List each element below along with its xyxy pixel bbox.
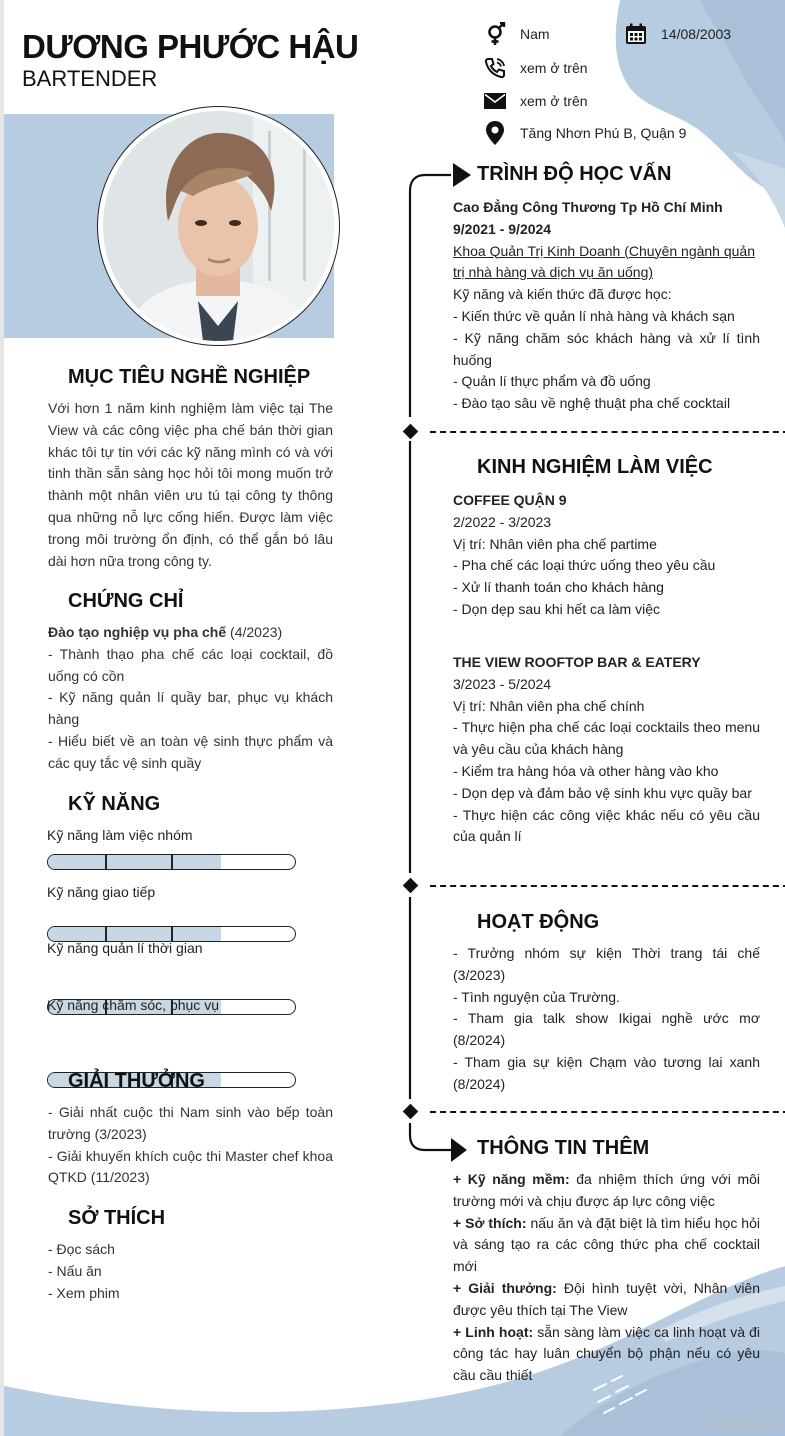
skill-bar-tick xyxy=(105,855,107,869)
education-major: Khoa Quản Trị Kinh Doanh (Chuyên ngành quản trị nhà hàng và dịch vụ ăn uống) xyxy=(453,242,755,281)
additional-list xyxy=(453,1169,760,1387)
education-item: - Quản lí thực phẩm và đồ uống xyxy=(453,373,651,390)
job-task: - Thực hiện pha chế các loại cocktails theo menu và yêu cầu của khách hàng xyxy=(453,719,760,758)
candidate-role: BARTENDER xyxy=(22,66,158,91)
skill-label: Kỹ năng chăm sóc, phục vụ xyxy=(47,997,219,1013)
objective-title: MỤC TIÊU NGHỀ NGHIỆP xyxy=(68,366,311,388)
job-block xyxy=(453,490,760,621)
gender-icon xyxy=(483,22,507,46)
education-title: TRÌNH ĐỘ HỌC VẤN xyxy=(477,163,672,185)
activity-item: - Tình nguyện của Trường. xyxy=(453,988,620,1005)
additional-text: sẵn sàng làm việc ca linh hoạt và đi công tác hay luân chuyển bộ phận nếu có yêu cầu cầu thiết xyxy=(453,1323,761,1384)
education-item: - Kỹ năng chăm sóc khách hàng và xử lí tình huống xyxy=(453,329,760,368)
awards-list xyxy=(48,1102,333,1189)
job-period: 3/2023 - 5/2024 xyxy=(453,675,552,692)
skill-bar xyxy=(47,854,296,870)
additional-item xyxy=(453,1278,760,1322)
activity-item: - Tham gia talk show Ikigai nghề ước mơ (8/2024) xyxy=(453,1010,760,1049)
skill-bar-tick xyxy=(171,927,173,941)
additional-text: đa nhiệm thích ứng với môi trường mới và chịu được áp lực công việc xyxy=(453,1171,760,1209)
email-icon xyxy=(483,89,507,113)
section-divider xyxy=(430,885,785,887)
skill-label: Kỹ năng làm việc nhóm xyxy=(47,827,193,843)
certificates-title: CHỨNG CHỈ xyxy=(68,590,184,612)
additional-text: nấu ăn và đặt biệt là tìm hiểu học hỏi và sáng tạo ra các công thức pha chế cocktail mới xyxy=(453,1214,760,1275)
calendar-icon xyxy=(624,22,648,46)
phone-icon xyxy=(483,56,507,80)
hobby-item: - Nấu ăn xyxy=(48,1262,102,1279)
activities-list xyxy=(453,943,760,1096)
education-learned-label: Kỹ năng và kiến thức đã được học: xyxy=(453,286,672,303)
watermark: vieclam123.vn xyxy=(706,1416,783,1430)
job-block xyxy=(453,652,760,848)
hobbies-title: SỞ THÍCH xyxy=(68,1207,166,1229)
hobby-item: - Xem phim xyxy=(48,1284,120,1301)
school-name: Cao Đẳng Công Thương Tp Hồ Chí Minh xyxy=(453,199,723,215)
additional-title: THÔNG TIN THÊM xyxy=(477,1137,650,1159)
email-value: xem ở trên xyxy=(520,93,588,109)
hobbies-list xyxy=(48,1239,333,1304)
education-block xyxy=(453,197,760,415)
job-company: COFFEE QUẬN 9 xyxy=(453,492,567,508)
skill-bar-tick xyxy=(171,855,173,869)
additional-item xyxy=(453,1213,760,1278)
phone-value: xem ở trên xyxy=(520,60,588,76)
additional-label: + Sở thích: xyxy=(453,1214,527,1231)
activities-title: HOẠT ĐỘNG xyxy=(477,911,600,933)
job-task: - Thực hiện các công việc khác nếu có yêu cầu của quản lí xyxy=(453,806,760,845)
award-item: - Giải khuyến khích cuộc thi Master chef khoa QTKD (11/2023) xyxy=(48,1147,333,1186)
job-task: - Pha chế các loại thức uống theo yêu cầu xyxy=(453,557,716,574)
avatar xyxy=(103,111,334,341)
education-period: 9/2021 - 9/2024 xyxy=(453,220,552,237)
skill-bar-tick xyxy=(105,927,107,941)
experience-title: KINH NGHIỆM LÀM VIỆC xyxy=(477,456,713,478)
certificate-heading xyxy=(48,622,333,644)
candidate-name: DƯƠNG PHƯỚC HẬU xyxy=(22,28,359,65)
certificate-date: (4/2023) xyxy=(226,624,283,640)
section-divider xyxy=(430,1111,785,1113)
education-item: - Kiến thức về quản lí nhà hàng và khách sạn xyxy=(453,307,735,324)
job-task: - Kiểm tra hàng hóa và other hàng vào kho xyxy=(453,762,719,779)
address-value: Tăng Nhơn Phú B, Quận 9 xyxy=(520,125,687,141)
skill-label: Kỹ năng quản lí thời gian xyxy=(47,940,203,956)
certificate-item: - Thành thạo pha chế các loại cocktail, đồ uống có cồn xyxy=(48,645,333,684)
job-task: - Dọn dẹp và đảm bảo vệ sinh khu vực quầy bar xyxy=(453,784,752,801)
additional-label: + Giải thưởng: xyxy=(453,1279,557,1296)
birthday-row xyxy=(624,22,731,46)
objective-text: Với hơn 1 năm kinh nghiệm làm việc tại The View và các công việc pha chế bán thời gian khác tôi tự tin với các kỹ năng mình có và với tinh thần sẵn sàng học hỏi tôi mong muốn trở thành một nhân viên ưu tú tại công ty thông qua những nỗ lực cống hiến. Được làm việc trong môi trường ổn định, có thể gắn bó lâu dài hơn nữa trong công ty. xyxy=(48,400,333,569)
job-position: Vị trí: Nhân viên pha chế partime xyxy=(453,535,657,552)
award-item: - Giải nhất cuộc thi Nam sinh vào bếp toàn trường (3/2023) xyxy=(48,1104,333,1142)
hobby-item: - Đọc sách xyxy=(48,1241,115,1257)
email-row xyxy=(483,89,588,113)
gender-value: Nam xyxy=(520,26,550,42)
gender-row xyxy=(483,22,550,46)
awards-title: GIẢI THƯỞNG xyxy=(68,1070,205,1092)
location-pin-icon xyxy=(483,121,507,145)
activity-item: - Tham gia sự kiện Chạm vào tương lai xanh (8/2024) xyxy=(453,1053,760,1092)
certificate-name: Đào tạo nghiệp vụ pha chế xyxy=(48,624,227,640)
job-task: - Dọn dẹp sau khi hết ca làm việc xyxy=(453,600,660,617)
job-position: Vị trí: Nhân viên pha chế chính xyxy=(453,697,645,714)
skills-title: KỸ NĂNG xyxy=(68,793,161,815)
job-period: 2/2022 - 3/2023 xyxy=(453,513,552,530)
additional-item xyxy=(453,1169,760,1213)
additional-item xyxy=(453,1322,760,1387)
certificates-block xyxy=(48,622,333,775)
section-divider xyxy=(430,431,785,433)
phone-row xyxy=(483,56,588,80)
birthday-value: 14/08/2003 xyxy=(661,26,732,42)
skill-bar-fill xyxy=(48,927,221,941)
education-item: - Đào tạo sâu về nghệ thuật pha chế cocktail xyxy=(453,395,731,412)
job-company: THE VIEW ROOFTOP BAR & EATERY xyxy=(453,654,701,670)
certificate-item: - Hiểu biết về an toàn vệ sinh thực phẩm và các quy tắc vệ sinh quầy xyxy=(48,732,333,771)
skill-label: Kỹ năng giao tiếp xyxy=(47,884,156,900)
skill-bar-fill xyxy=(48,855,221,869)
additional-text: Đội hình tuyệt vời, Nhân viên được yêu thích tại The View xyxy=(453,1279,760,1318)
certificate-item: - Kỹ năng quản lí quầy bar, phục vụ khách hàng xyxy=(48,689,333,728)
address-row xyxy=(483,121,686,145)
additional-label: + Kỹ năng mềm: xyxy=(453,1171,570,1187)
activity-item: - Trưởng nhóm sự kiện Thời trang tái chế (3/2023) xyxy=(453,945,760,983)
job-task: - Xử lí thanh toán cho khách hàng xyxy=(453,579,664,596)
additional-label: + Linh hoạt: xyxy=(453,1323,534,1340)
